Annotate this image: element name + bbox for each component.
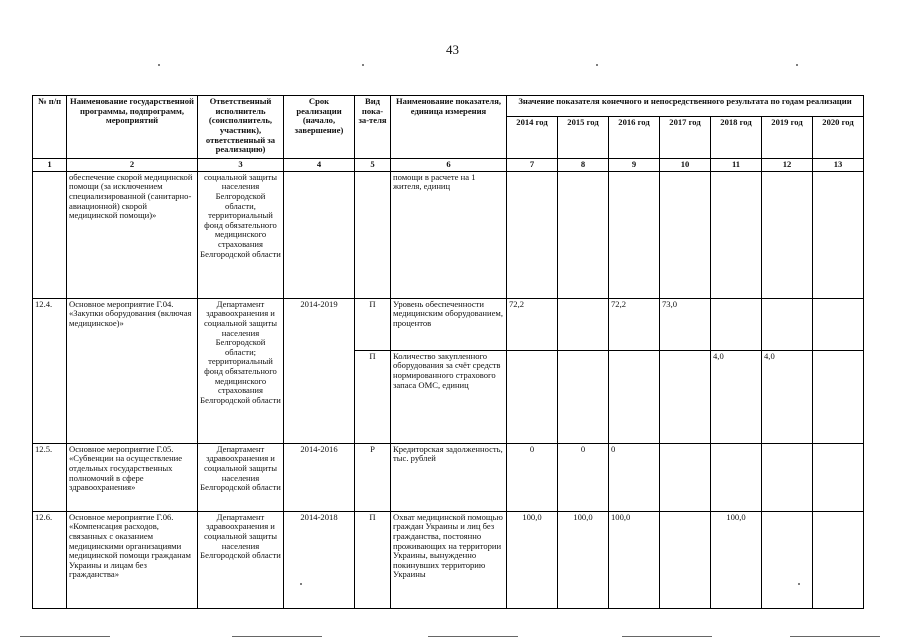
- row-value: [762, 511, 813, 608]
- column-number: 5: [355, 159, 391, 172]
- row-type: [355, 171, 391, 298]
- row-value: [660, 171, 711, 298]
- header-indicator: Наименование показателя, единица измерения: [391, 96, 507, 159]
- row-type: П: [355, 511, 391, 608]
- row-term: 2014-2016: [284, 443, 355, 511]
- header-term: Срок реализации (начало, завершение): [284, 96, 355, 159]
- row-value: [711, 171, 762, 298]
- row-value: 0: [507, 443, 558, 511]
- column-numbers-row: [33, 159, 864, 172]
- column-number: 6: [391, 159, 507, 172]
- header-executor: Ответственный исполнитель (соисполнитель, участник), ответственный за реализацию): [198, 96, 284, 159]
- row-indicator: Количество закупленного оборудования за счёт средств нормированного страхового запаса ОМС, единиц: [391, 350, 507, 443]
- row-value: [507, 350, 558, 443]
- scan-speck: [300, 583, 302, 585]
- row-value: 100,0: [507, 511, 558, 608]
- row-value: [660, 443, 711, 511]
- header-type: Вид пока-за-теля: [355, 96, 391, 159]
- scan-speck: [158, 64, 160, 66]
- header-num: № п/п: [33, 96, 67, 159]
- header-name: Наименование государственной программы, подпрограмм, мероприятий: [67, 96, 198, 159]
- scan-edge-line: [790, 636, 880, 637]
- row-num: 12.6.: [33, 511, 67, 608]
- row-value: [813, 443, 864, 511]
- header-row: [33, 96, 864, 117]
- row-value: [660, 350, 711, 443]
- row-executor: Департамент здравоохранения и социальной защиты населения Белгородской области; территориальный фонд обязательного медицинского страхования Белгородской области: [198, 298, 284, 443]
- header-year: 2017 год: [660, 117, 711, 159]
- row-type: П: [355, 298, 391, 350]
- header-year: 2018 год: [711, 117, 762, 159]
- column-number: 11: [711, 159, 762, 172]
- row-executor: Департамент здравоохранения и социальной защиты населения Белгородской области: [198, 443, 284, 511]
- column-number: 10: [660, 159, 711, 172]
- row-value: [558, 298, 609, 350]
- column-number: 8: [558, 159, 609, 172]
- scan-speck: [596, 64, 598, 66]
- row-value: 72,2: [609, 298, 660, 350]
- scan-speck: [798, 583, 800, 585]
- header-year: 2014 год: [507, 117, 558, 159]
- row-value: [762, 298, 813, 350]
- row-executor: Департамент здравоохранения и социальной защиты населения Белгородской области: [198, 511, 284, 608]
- row-value: [813, 350, 864, 443]
- row-indicator: помощи в расчете на 1 жителя, единиц: [391, 171, 507, 298]
- row-value: 0: [558, 443, 609, 511]
- table-row: [33, 511, 864, 608]
- row-value: [813, 171, 864, 298]
- page-number: 43: [446, 42, 459, 57]
- row-indicator: Кредиторская задолженность, тыс. рублей: [391, 443, 507, 511]
- table-row: [33, 443, 864, 511]
- row-value: 100,0: [609, 511, 660, 608]
- row-value: 72,2: [507, 298, 558, 350]
- column-number: 3: [198, 159, 284, 172]
- row-num: 12.5.: [33, 443, 67, 511]
- row-value: [762, 443, 813, 511]
- column-number: 7: [507, 159, 558, 172]
- row-value: [711, 298, 762, 350]
- row-num: [33, 171, 67, 298]
- row-value: 0: [609, 443, 660, 511]
- column-number: 13: [813, 159, 864, 172]
- header-year: 2020 год: [813, 117, 864, 159]
- header-values-group: Значение показателя конечного и непосредственного результата по годам реализации: [507, 96, 864, 117]
- row-executor: социальной защиты населения Белгородской области, территориальный фонд обязательного медицинского страхования Белгородской области: [198, 171, 284, 298]
- row-value: [762, 171, 813, 298]
- column-number: 2: [67, 159, 198, 172]
- table-row: [33, 171, 864, 298]
- scan-speck: [362, 64, 364, 66]
- header-year: 2019 год: [762, 117, 813, 159]
- row-value: [660, 511, 711, 608]
- row-indicator: Уровень обеспеченности медицинским оборудованием, процентов: [391, 298, 507, 350]
- column-number: 4: [284, 159, 355, 172]
- row-name: Основное мероприятие Г.05. «Субвенции на осуществление отдельных государственных полномочий в сфере здравоохранения»: [67, 443, 198, 511]
- row-num: 12.4.: [33, 298, 67, 443]
- row-type: П: [355, 350, 391, 443]
- scan-edge-line: [20, 636, 110, 637]
- header-year: 2016 год: [609, 117, 660, 159]
- program-indicators-table: [32, 95, 864, 609]
- row-value: [609, 171, 660, 298]
- row-value: [507, 171, 558, 298]
- header-year: 2015 год: [558, 117, 609, 159]
- row-name: обеспечение скорой медицинской помощи (за исключением специализированной (санитарно-авиационной) скорой медицинской помощи)»: [67, 171, 198, 298]
- scan-speck: [796, 64, 798, 66]
- row-type: Р: [355, 443, 391, 511]
- scan-edge-line: [232, 636, 322, 637]
- row-value: [609, 350, 660, 443]
- column-number: 12: [762, 159, 813, 172]
- row-value: [813, 511, 864, 608]
- row-value: 100,0: [711, 511, 762, 608]
- row-indicator: Охват медицинской помощью граждан Украины и лиц без гражданства, постоянно проживающих на территории Украины, вынужденно покинувших территорию Украины: [391, 511, 507, 608]
- row-value: [711, 443, 762, 511]
- row-value: 4,0: [711, 350, 762, 443]
- row-term: 2014-2019: [284, 298, 355, 443]
- column-number: 1: [33, 159, 67, 172]
- row-name: Основное мероприятие Г.04. «Закупки оборудования (включая медицинское)»: [67, 298, 198, 443]
- row-term: 2014-2018: [284, 511, 355, 608]
- table-row: [33, 298, 864, 350]
- row-value: 100,0: [558, 511, 609, 608]
- scan-edge-line: [428, 636, 518, 637]
- column-number: 9: [609, 159, 660, 172]
- row-value: [558, 171, 609, 298]
- row-value: [558, 350, 609, 443]
- row-value: 4,0: [762, 350, 813, 443]
- row-name: Основное мероприятие Г.06. «Компенсация расходов, связанных с оказанием медицинскими организациями медицинской помощи гражданам Украины и лицам без гражданства»: [67, 511, 198, 608]
- scan-edge-line: [622, 636, 712, 637]
- row-value: 73,0: [660, 298, 711, 350]
- row-term: [284, 171, 355, 298]
- row-value: [813, 298, 864, 350]
